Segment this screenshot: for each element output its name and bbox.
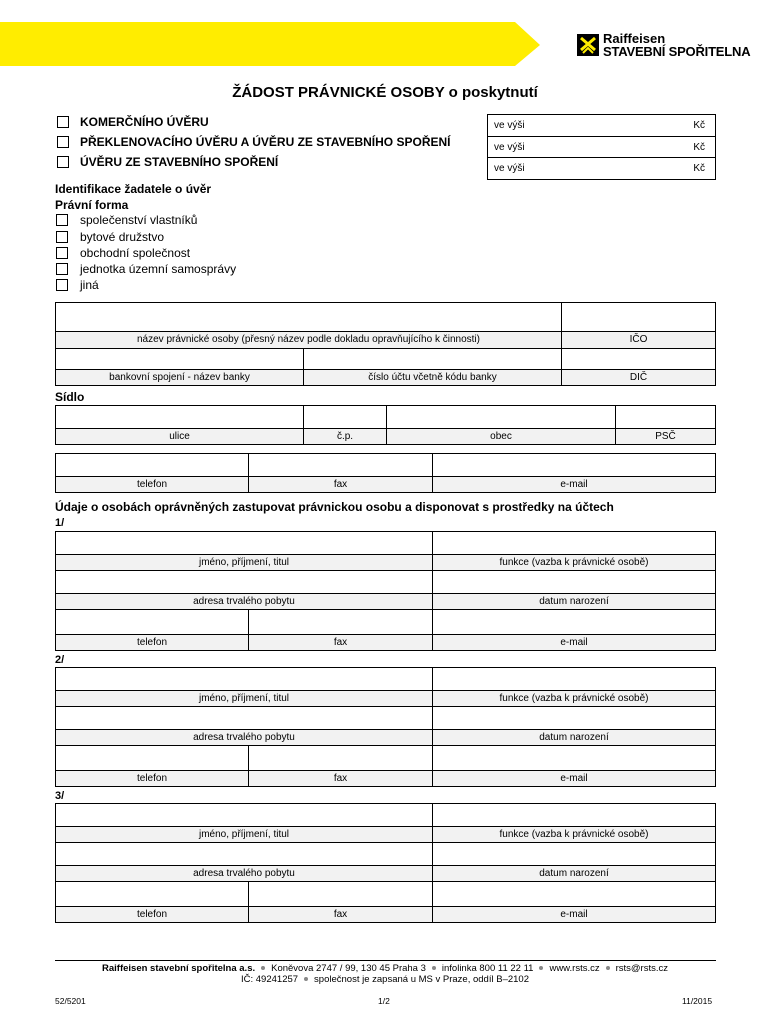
address-label: adresa trvalého pobytu [56, 865, 432, 881]
legal-form-label: jednotka územní samosprávy [80, 262, 237, 276]
person-1-box [55, 531, 716, 651]
company-name-field[interactable] [56, 303, 561, 331]
fax-label: fax [248, 634, 432, 650]
option-bridging-loan: PŘEKLENOVACÍHO ÚVĚRU A ÚVĚRU ZE STAVEBNÍHO SPOŘENÍ [80, 135, 451, 149]
legal-form-label: bytové družstvo [80, 230, 165, 244]
function-label: funkce (vazba k právnické osobě) [432, 826, 715, 842]
function-label: funkce (vazba k právnické osobě) [432, 554, 715, 570]
amount-prefix: ve výši [494, 141, 525, 153]
email-label: e-mail [432, 634, 715, 650]
name-label: jméno, příjmení, titul [56, 826, 432, 842]
legal-form-label: společenství vlastníků [80, 213, 198, 227]
legal-form-heading: Právní forma [55, 198, 129, 212]
name-label: jméno, příjmení, titul [56, 554, 432, 570]
function-field[interactable] [432, 804, 715, 826]
page-number: 1/2 [378, 996, 390, 1006]
footer-divider [55, 960, 716, 961]
footer-hotline: infolinka 800 11 22 11 [441, 963, 534, 974]
house-number-label: č.p. [303, 428, 386, 444]
email-label: e-mail [432, 906, 715, 922]
amount-row-commercial[interactable] [488, 115, 715, 137]
phone-field[interactable] [56, 609, 248, 634]
raiffeisen-gable-icon [577, 34, 599, 56]
address-label: adresa trvalého pobytu [56, 593, 432, 609]
bullet-icon [304, 977, 308, 981]
amount-currency: Kč [693, 120, 705, 131]
seat-heading: Sídlo [55, 390, 85, 404]
brand-line2: STAVEBNÍ SPOŘITELNA [603, 44, 751, 59]
option-building-savings-loan: ÚVĚRU ZE STAVEBNÍHO SPOŘENÍ [80, 155, 279, 169]
amount-row-building-savings[interactable] [488, 158, 715, 179]
email-field[interactable] [432, 609, 715, 634]
address-label: adresa trvalého pobytu [56, 729, 432, 745]
birth-date-field[interactable] [432, 842, 715, 865]
bullet-icon [606, 966, 610, 970]
fax-field[interactable] [248, 454, 432, 476]
phone-label: telefon [56, 770, 248, 786]
dic-field[interactable] [561, 348, 715, 369]
raiffeisen-logo [577, 32, 750, 58]
person-number: 2/ [55, 654, 65, 666]
bank-name-label: bankovní spojení - název banky [56, 369, 303, 385]
amount-currency: Kč [693, 141, 705, 153]
address-field[interactable] [56, 570, 432, 593]
function-label: funkce (vazba k právnické osobě) [432, 690, 715, 706]
fax-field[interactable] [248, 609, 432, 634]
fax-label: fax [248, 770, 432, 786]
fax-field[interactable] [248, 881, 432, 906]
ico-label: IČO [561, 331, 715, 348]
fax-field[interactable] [248, 745, 432, 770]
name-field[interactable] [56, 532, 432, 554]
seat-address-box [55, 405, 716, 445]
person-2-box [55, 667, 716, 787]
zip-label: PSČ [615, 428, 715, 444]
person-number: 3/ [55, 790, 65, 802]
name-field[interactable] [56, 804, 432, 826]
birth-date-field[interactable] [432, 706, 715, 729]
house-number-field[interactable] [303, 406, 386, 428]
function-field[interactable] [432, 668, 715, 690]
form-code: 52/5201 [55, 996, 86, 1006]
birth-date-label: datum narození [432, 865, 715, 881]
account-number-field[interactable] [303, 348, 561, 369]
email-field[interactable] [432, 881, 715, 906]
person-3-box [55, 803, 716, 923]
amount-prefix: ve výši [494, 120, 525, 131]
amount-row-bridging[interactable] [488, 137, 715, 159]
phone-field[interactable] [56, 745, 248, 770]
dic-label: DIČ [561, 369, 715, 385]
account-number-label: číslo účtu včetně kódu banky [303, 369, 561, 385]
phone-field[interactable] [56, 881, 248, 906]
legal-form-label: obchodní společnost [80, 246, 191, 260]
seat-contact-box [55, 453, 716, 493]
person-number: 1/ [55, 517, 65, 529]
footer-registry-line [0, 974, 770, 985]
fax-label: fax [248, 476, 432, 492]
fax-label: fax [248, 906, 432, 922]
legal-form-label: jiná [80, 278, 99, 292]
identification-heading: Identifikace žadatele o úvěr [55, 182, 212, 196]
address-field[interactable] [56, 706, 432, 729]
phone-label: telefon [56, 906, 248, 922]
form-date: 11/2015 [682, 996, 713, 1006]
footer-web[interactable]: www.rsts.cz [549, 963, 600, 974]
birth-date-label: datum narození [432, 729, 715, 745]
footer-contact-line [0, 963, 770, 974]
address-field[interactable] [56, 842, 432, 865]
checkbox-legal-form-5[interactable] [56, 279, 68, 291]
email-field[interactable] [432, 745, 715, 770]
function-field[interactable] [432, 532, 715, 554]
email-label: e-mail [432, 770, 715, 786]
street-field[interactable] [56, 406, 303, 428]
checkbox-building-savings-loan[interactable] [57, 156, 69, 168]
phone-field[interactable] [56, 454, 248, 476]
street-label: ulice [56, 428, 303, 444]
bullet-icon [539, 966, 543, 970]
birth-date-field[interactable] [432, 570, 715, 593]
checkbox-legal-form-3[interactable] [56, 247, 68, 259]
footer-company: Raiffeisen stavební spořitelna a.s. [102, 963, 256, 974]
city-label: obec [386, 428, 615, 444]
birth-date-label: datum narození [432, 593, 715, 609]
bullet-icon [261, 966, 265, 970]
checkbox-commercial-loan[interactable] [57, 116, 69, 128]
phone-label: telefon [56, 476, 248, 492]
amount-prefix: ve výši [494, 163, 525, 174]
loan-amount-table [487, 114, 716, 180]
footer-address: Koněvova 2747 / 99, 130 45 Praha 3 [271, 963, 426, 974]
page-title: ŽÁDOST PRÁVNICKÉ OSOBY o poskytnutí [232, 84, 538, 101]
company-name-label: název právnické osoby (přesný název podle dokladu opravňujícího k činnosti) [56, 331, 561, 348]
footer-registry: společnost je zapsaná u MS v Praze, oddíl B–2102 [314, 974, 529, 985]
name-label: jméno, příjmení, titul [56, 690, 432, 706]
brand-line1: Raiffeisen [603, 31, 666, 46]
checkbox-legal-form-2[interactable] [56, 231, 68, 243]
company-details-box [55, 302, 716, 386]
footer-email[interactable]: rsts@rsts.cz [615, 963, 668, 974]
bank-name-field[interactable] [56, 348, 303, 369]
name-field[interactable] [56, 668, 432, 690]
persons-heading: Údaje o osobách oprávněných zastupovat právnickou osobu a disponovat s prostředky na účtech [55, 500, 614, 514]
footer-ic: IČ: 49241257 [241, 974, 299, 985]
phone-label: telefon [56, 634, 248, 650]
email-field[interactable] [432, 454, 715, 476]
amount-currency: Kč [693, 163, 705, 174]
zip-field[interactable] [615, 406, 715, 428]
checkbox-legal-form-4[interactable] [56, 263, 68, 275]
email-label: e-mail [432, 476, 715, 492]
city-field[interactable] [386, 406, 615, 428]
ico-field[interactable] [561, 303, 715, 331]
checkbox-bridging-loan[interactable] [57, 136, 69, 148]
bullet-icon [432, 966, 436, 970]
option-commercial-loan: KOMERČNÍHO ÚVĚRU [80, 115, 209, 129]
checkbox-legal-form-1[interactable] [56, 214, 68, 226]
